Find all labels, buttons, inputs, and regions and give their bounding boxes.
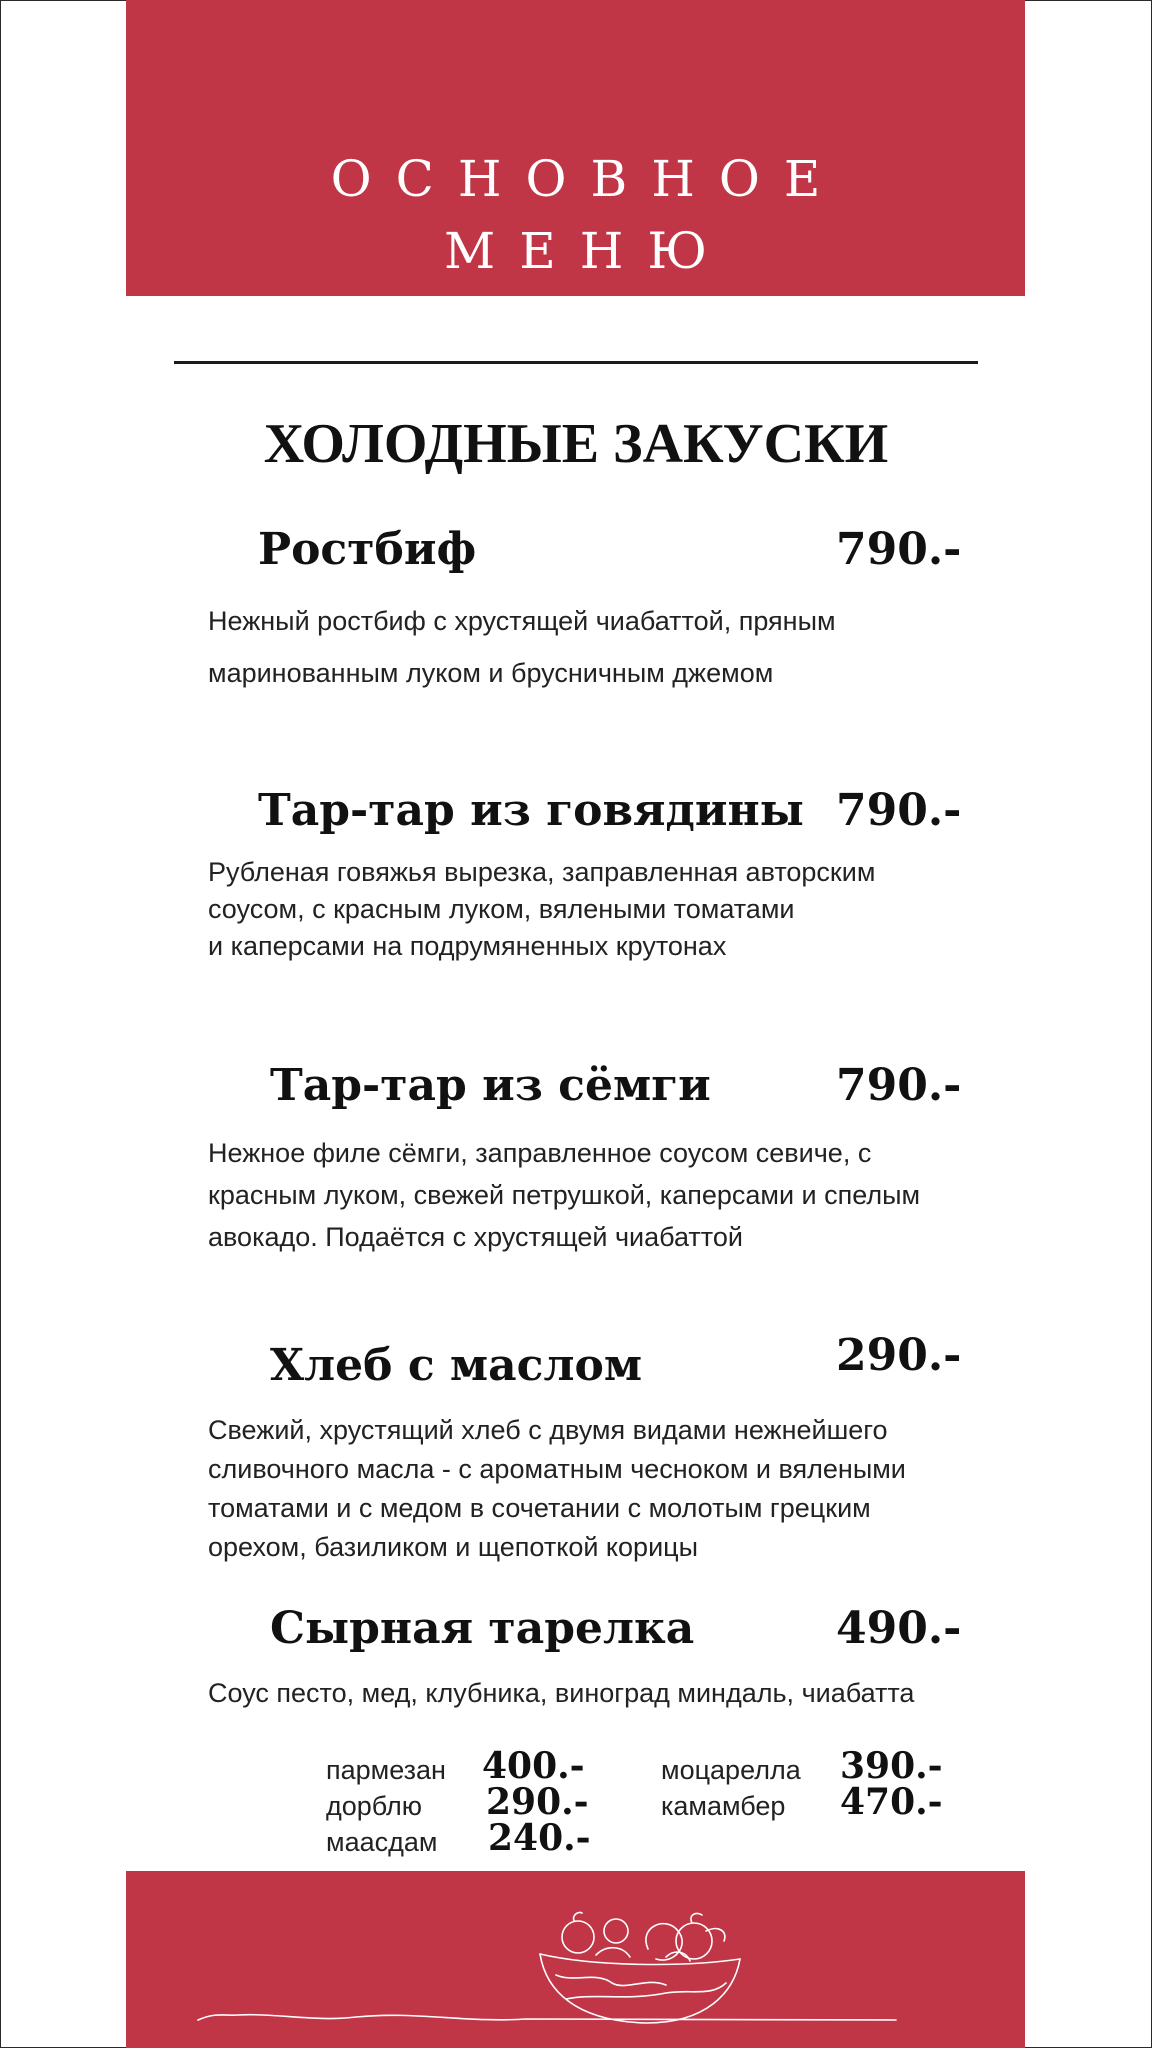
menu-item-name: Сырная тарелка (270, 1603, 695, 1654)
menu-item-description (208, 595, 1038, 699)
menu-item-price: 790.- (836, 1060, 962, 1111)
menu-item-price: 790.- (836, 785, 962, 836)
menu-item-price: 290.- (836, 1330, 962, 1381)
cheese-option-price: 470.- (840, 1781, 943, 1823)
menu-item-description (208, 1673, 1038, 1713)
menu-item-name: Хлеб с маслом (270, 1340, 643, 1391)
cheese-option-label: пармезан (326, 1755, 446, 1785)
description-line: красным луком, свежей петрушкой, каперсами и спелым (208, 1180, 921, 1210)
description-line: маринованным луком и брусничным джемом (208, 658, 774, 688)
menu-item-name: Ростбиф (258, 524, 477, 575)
cheese-option-label: маасдам (326, 1827, 438, 1857)
menu-header-banner (126, 0, 1025, 296)
fruit-bowl-line-icon (126, 1871, 1025, 2048)
cheese-option-label: камамбер (661, 1791, 786, 1821)
description-line: Нежный ростбиф с хрустящей чиабаттой, пряным (208, 606, 836, 636)
description-line: соусом, с красным луком, вялеными томатами (208, 894, 795, 924)
menu-title-line-2: МЕНЮ (444, 222, 731, 280)
description-line: авокадо. Подаётся с хрустящей чиабаттой (208, 1222, 743, 1252)
menu-item-price: 490.- (836, 1603, 962, 1654)
menu-item-description (208, 1411, 1038, 1567)
cheese-option-label: моцарелла (661, 1755, 801, 1785)
description-line: Соус песто, мед, клубника, виноград миндаль, чиабатта (208, 1678, 915, 1708)
description-line: Рубленая говяжья вырезка, заправленная авторским (208, 857, 876, 887)
menu-item-description (208, 1132, 1038, 1258)
cheese-option-price: 400.- (482, 1745, 585, 1787)
cheese-option-label: дорблю (326, 1791, 423, 1821)
menu-item-name: Тар-тар из говядины (258, 785, 804, 836)
menu-title-line-1: ОСНОВНОЕ (330, 150, 845, 208)
cheese-option-price: 240.- (488, 1817, 591, 1859)
cheese-option-price: 390.- (840, 1745, 943, 1787)
description-line: Нежное филе сёмги, заправленное соусом севиче, с (208, 1138, 872, 1168)
description-line: орехом, базиликом и щепоткой корицы (208, 1532, 699, 1562)
description-line: Свежий, хрустящий хлеб с двумя видами нежнейшего (208, 1415, 888, 1445)
menu-item-description (208, 854, 1038, 965)
description-line: и каперсами на подрумяненных крутонах (208, 931, 727, 961)
menu-footer-banner (126, 1871, 1025, 2048)
description-line: сливочного масла - с ароматным чесноком и вялеными (208, 1454, 906, 1484)
menu-item-price: 790.- (836, 524, 962, 575)
description-line: томатами и с медом в сочетании с молотым грецким (208, 1493, 871, 1523)
cheese-option-price: 290.- (486, 1781, 589, 1823)
header-divider (174, 361, 978, 364)
section-title: ХОЛОДНЫЕ ЗАКУСКИ (263, 413, 889, 475)
menu-item-name: Тар-тар из сёмги (270, 1060, 711, 1111)
